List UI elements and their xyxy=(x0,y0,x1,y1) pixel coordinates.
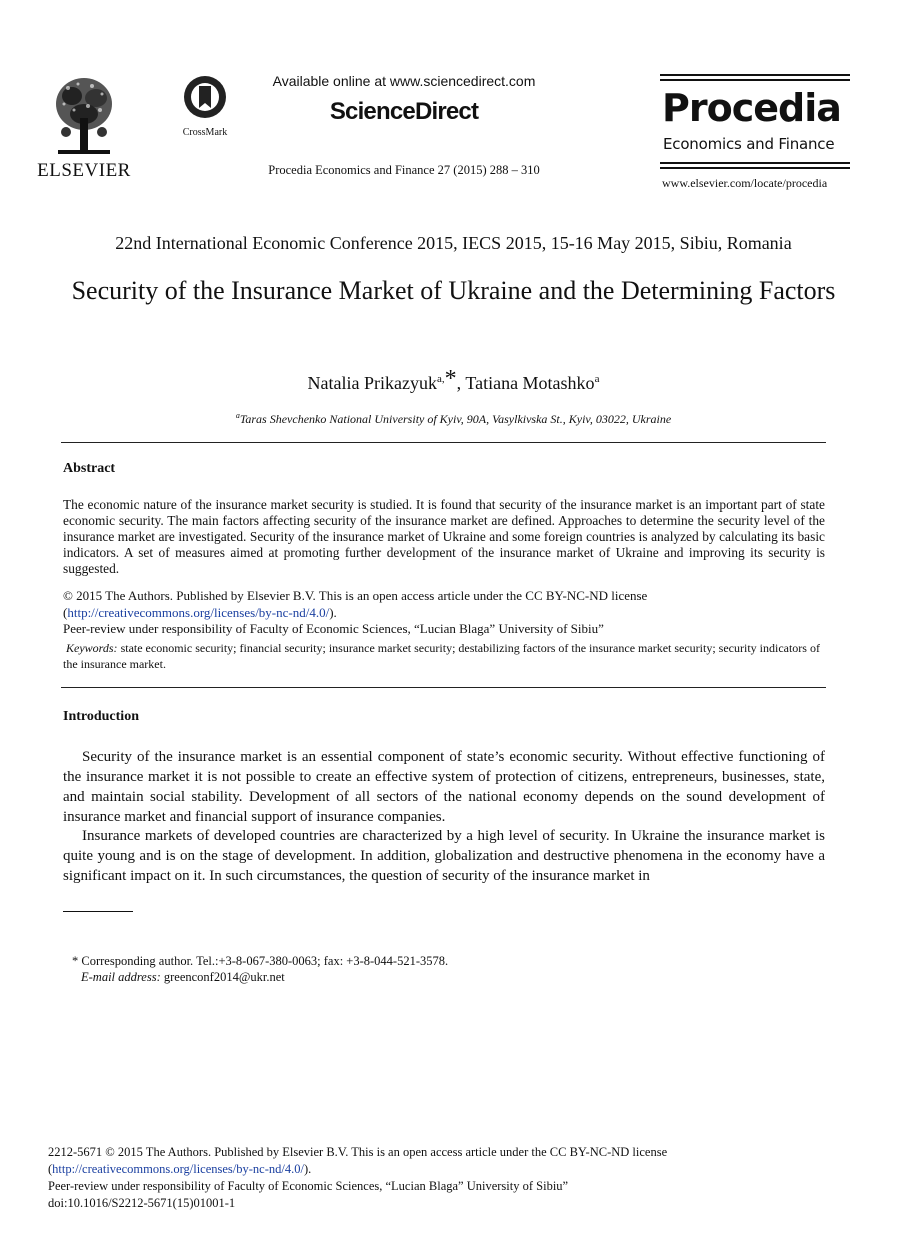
footer-paren-close: ). xyxy=(303,1162,312,1176)
author-list xyxy=(40,366,867,394)
abstract-heading: Abstract xyxy=(63,461,116,476)
affiliation-text: Taras Shevchenko National University of Kyiv, 90A, Vasylkivska St., Kyiv, 03022, Ukraine xyxy=(239,412,672,426)
footer-issn-license: 2212-5671 © 2015 The Authors. Published by Elsevier B.V. This is an open access article under the CC BY-NC-ND license xyxy=(48,1145,668,1159)
elsevier-logo xyxy=(24,74,144,181)
footer-peer-review: Peer-review under responsibility of Faculty of Economic Sciences, “Lucian Blaga” University of Sibiu” xyxy=(48,1179,569,1193)
procedia-rule-top-2 xyxy=(660,79,850,81)
footer-license-url xyxy=(48,1162,311,1177)
copyright-text: © 2015 The Authors. Published by Elsevier B.V. This is an open access article under the CC BY-NC-ND license xyxy=(63,588,648,603)
email-label: E-mail address: xyxy=(81,970,161,984)
footer-paren-open: ( xyxy=(48,1162,53,1176)
footer-doi[interactable]: doi:10.1016/S2212-5671(15)01001-1 xyxy=(48,1196,236,1210)
procedia-logo xyxy=(660,74,850,194)
procedia-url[interactable]: www.elsevier.com/locate/procedia xyxy=(662,176,828,190)
author-name: Natalia Prikazyuk xyxy=(307,373,438,393)
corresponding-author-mark: * xyxy=(444,366,457,392)
copyright-notice xyxy=(63,587,825,621)
procedia-rule-top xyxy=(660,74,850,76)
crossmark-label: CrossMark xyxy=(182,127,228,138)
author-affiliation-mark: a, xyxy=(437,373,445,385)
license-paren-open: ( xyxy=(63,605,68,620)
elsevier-tree-icon xyxy=(52,74,116,158)
available-online: Available online at www.sciencedirect.com xyxy=(272,73,536,89)
elsevier-wordmark: ELSEVIER xyxy=(37,160,131,181)
crossmark-icon xyxy=(182,74,228,120)
keywords-list: state economic security; financial security; insurance market security; destabilizing factors of the insurance market security; security indicators of the insurance market. xyxy=(63,641,820,671)
author-name: Tatiana Motashko xyxy=(465,373,595,393)
sciencedirect-logo: ScienceDirect xyxy=(329,98,479,125)
footer-license-link[interactable]: http://creativecommons.org/licenses/by-nc-nd/4.0/ xyxy=(52,1162,304,1176)
crossmark-badge[interactable] xyxy=(176,74,234,138)
license-paren-close: ). xyxy=(329,605,337,620)
keywords xyxy=(63,640,825,672)
author-separator: , xyxy=(456,373,466,393)
abstract-body: The economic nature of the insurance market security is studied. It is found that security of the insurance market is an important part of state economic security. The main factors affecting security of the insurance market are defined. Approaches to determine the security level of the insurance market are investigated. Security of the insurance market of Ukraine and some foreign countries is analyzed by calculating its basic indicators. A set of measures aimed at promoting further development of the insurance market of Ukraine and improving its security is suggested. xyxy=(63,497,825,576)
affiliation xyxy=(40,411,867,427)
procedia-subtitle: Economics and Finance xyxy=(663,135,835,153)
procedia-rule-bottom-2 xyxy=(660,167,850,169)
procedia-rule-bottom xyxy=(660,162,850,164)
divider-top xyxy=(61,442,826,443)
peer-review-note: Peer-review under responsibility of Faculty of Economic Sciences, “Lucian Blaga” University of Sibiu” xyxy=(63,621,604,636)
procedia-title: Procedia xyxy=(662,86,841,130)
keywords-label: Keywords: xyxy=(66,641,118,655)
affiliation-mark: a xyxy=(235,411,240,420)
introduction-paragraph: Insurance markets of developed countries are characterized by a high level of security. In Ukraine the insurance market is quite young and is on the stage of development. In addition, globalization and destructive phenomena in the economy have a significant impact on it. In such circumstances, the question of security of the insurance market in xyxy=(63,828,825,884)
email-footnote xyxy=(81,970,285,985)
email-address[interactable]: greenconf2014@ukr.net xyxy=(163,970,285,984)
conference-line: 22nd International Economic Conference 2015, IECS 2015, 15-16 May 2015, Sibiu, Romania xyxy=(115,233,792,253)
paper-title: Security of the Insurance Market of Ukraine and the Determining Factors xyxy=(71,276,836,305)
author-affiliation-mark: a xyxy=(594,373,600,385)
introduction-heading: Introduction xyxy=(63,709,139,724)
divider-bottom xyxy=(61,687,826,688)
license-link[interactable]: http://creativecommons.org/licenses/by-nc-nd/4.0/ xyxy=(67,605,330,620)
footnote-rule xyxy=(63,911,133,912)
corresponding-author-footnote: * Corresponding author. Tel.:+3-8-067-380-0063; fax: +3-8-044-521-3578. xyxy=(72,954,449,968)
journal-reference: Procedia Economics and Finance 27 (2015) 288 – 310 xyxy=(268,163,540,177)
introduction-paragraph: Security of the insurance market is an essential component of state’s economic security. Without effective functioning of the insurance market it is not possible to create an effective system of protection of citizens, entrepreneurs, businesses, state, and maintain social stability. Development of all sectors of the national economy depends on the sound development of insurance market and financial support of insurance companies. xyxy=(63,749,825,825)
